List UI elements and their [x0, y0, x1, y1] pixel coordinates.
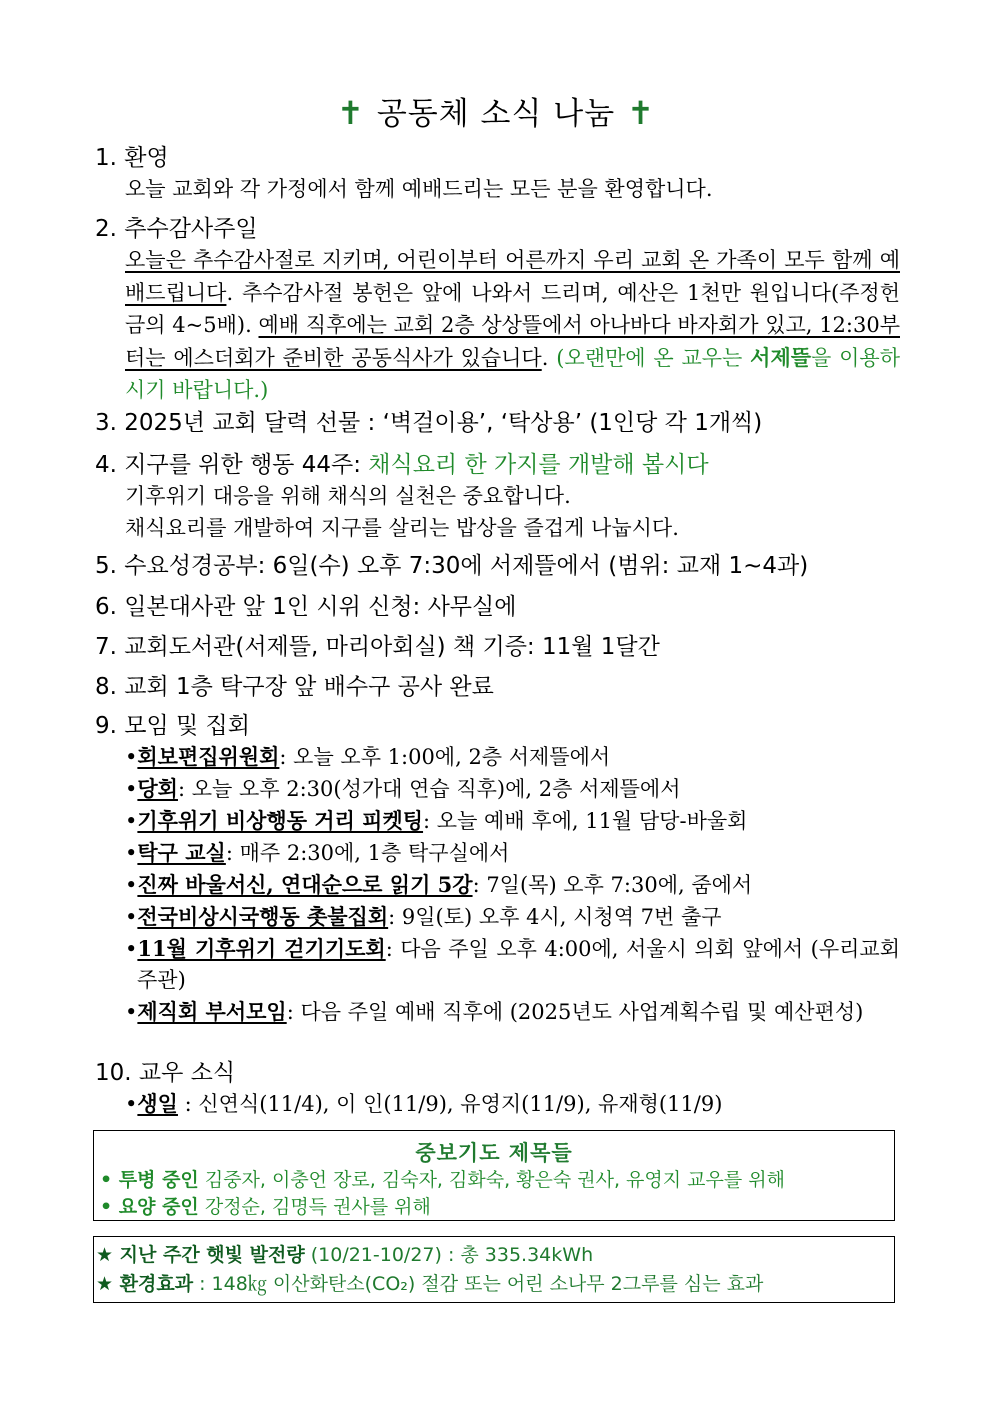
- section-heading: [95, 450, 900, 480]
- cross-icon: ✝: [627, 94, 655, 132]
- section-heading: 3. 2025년 교회 달력 선물 : ‘벽걸이용’, ‘탁상용’ (1인당 각 1개씩): [95, 410, 763, 436]
- section-heading: 1. 환영: [95, 145, 169, 171]
- plain-text: .: [541, 345, 557, 370]
- section-bible-study: [95, 551, 900, 581]
- list-item: •생일 : 신연식(11/4), 이 인(11/9), 유영지(11/9), 유재형(11/9): [125, 1091, 723, 1116]
- section-earth: [95, 450, 900, 544]
- heading-text: 4. 지구를 위한 행동 44주:: [95, 452, 369, 478]
- section-heading: 2. 추수감사주일: [95, 216, 258, 242]
- solar-line: [94, 1270, 894, 1299]
- solar-text: (10/21-10/27) : 총 335.34kWh: [304, 1244, 594, 1266]
- item-text: : 오늘 오후 2:30(성가대 연습 직후)에, 2층 서제뜰에서: [177, 777, 681, 801]
- underlined-text: 오늘은 추수감사절로 지키며, 어린이부터 어른까지 우리 교회 온 가족이 모두 함께 예배드립니다: [125, 248, 900, 305]
- prayer-title: 중보기도 제목들: [415, 1141, 573, 1165]
- item-text: : 오늘 예배 후에, 11월 담당-바울회: [423, 809, 748, 833]
- notice-bold: 서제뜰: [750, 344, 812, 370]
- list-item: •탁구 교실: 매주 2:30에, 1층 탁구실에서: [125, 840, 510, 865]
- list-item: •11월 기후위기 걷기기도회: 다음 주일 오후 4:00에, 서울시 의회 앞에서 (우리교회 주관): [125, 936, 900, 992]
- underlined-text: 예배 직후에는 교회 2층 상상뜰에서 아나바다 바자회가 있고, 12:30부터는 에스더회가 준비한 공동식사가 있습니다: [125, 313, 900, 370]
- section-meetings: [95, 711, 900, 1028]
- list-item: •기후위기 비상행동 거리 피켓팅: 오늘 예배 후에, 11월 담당-바울회: [125, 808, 748, 833]
- item-label: 제직회 부서모임: [137, 999, 287, 1024]
- section-text: [95, 244, 900, 407]
- prayer-label: • 투병 중인: [100, 1169, 199, 1191]
- section-construction: [95, 672, 900, 702]
- section-text: 채식요리를 개발하여 지구를 살리는 밥상을 즐겁게 나눕시다.: [125, 516, 679, 540]
- prayer-text: 강정순, 김명득 권사를 위해: [198, 1196, 431, 1218]
- item-text: : 매주 2:30에, 1층 탁구실에서: [225, 841, 510, 865]
- item-label: 탁구 교실: [137, 840, 226, 865]
- section-heading: 10. 교우 소식: [95, 1060, 236, 1086]
- item-label: 기후위기 비상행동 거리 피켓팅: [137, 808, 424, 833]
- item-label: 진짜 바울서신, 연대순으로 읽기 5강: [137, 872, 473, 897]
- plain-text: . 추수감사절 봉헌은 앞에 나와서 드리며, 예산은 1천만 원입니다(주정헌금의 4~5배).: [125, 280, 900, 337]
- item-text: : 신연식(11/4), 이 인(11/9), 유영지(11/9), 유재형(11/9): [177, 1092, 723, 1116]
- prayer-line: [94, 1194, 894, 1221]
- section-text: 오늘 교회와 각 가정에서 함께 예배드리는 모든 분을 환영합니다.: [125, 177, 713, 201]
- notice-text: 을 이용하시기 바랍니다.): [125, 345, 900, 402]
- page-title: [0, 88, 992, 133]
- item-label: 11월 기후위기 걷기기도회: [137, 936, 386, 961]
- item-label: 당회: [137, 776, 178, 801]
- section-calendar: [95, 408, 900, 438]
- item-text: : 9일(토) 오후 4시, 시청역 7번 출구: [388, 905, 722, 929]
- prayer-line: [94, 1167, 894, 1194]
- section-heading: 9. 모임 및 집회: [95, 713, 250, 739]
- section-library: [95, 632, 900, 662]
- list-item: •회보편집위원회: 오늘 오후 1:00에, 2층 서제뜰에서: [125, 744, 611, 769]
- item-text: : 오늘 오후 1:00에, 2층 서제뜰에서: [279, 745, 611, 769]
- item-label: 회보편집위원회: [137, 744, 280, 769]
- section-protest: [95, 592, 900, 622]
- solar-box: [93, 1236, 895, 1303]
- solar-label: ★ 지난 주간 햇빛 발전량: [96, 1244, 305, 1266]
- list-item: •당회: 오늘 오후 2:30(성가대 연습 직후)에, 2층 서제뜰에서: [125, 776, 681, 801]
- cross-icon: ✝: [337, 94, 365, 132]
- section-heading: 8. 교회 1층 탁구장 앞 배수구 공사 완료: [95, 674, 494, 700]
- section-welcome: [95, 143, 900, 205]
- solar-text: : 148㎏ 이산화탄소(CO₂) 절감 또는 어린 소나무 2그루를 심는 효과: [193, 1273, 764, 1295]
- title-text: 공동체 소식 나눔: [376, 96, 616, 132]
- heading-green: 채식요리 한 가지를 개발해 봅시다: [368, 452, 709, 478]
- section-heading: 7. 교회도서관(서제뜰, 마리아회실) 책 기증: 11월 1달간: [95, 634, 660, 660]
- list-item: •제직회 부서모임: 다음 주일 예배 직후에 (2025년도 사업계획수립 및 예산편성): [125, 999, 864, 1024]
- section-heading: 5. 수요성경공부: 6일(수) 오후 7:30에 서제뜰에서 (범위: 교재 1~4과): [95, 553, 809, 579]
- section-heading: 6. 일본대사관 앞 1인 시위 신청: 사무실에: [95, 594, 517, 620]
- section-member-news: [95, 1058, 900, 1120]
- item-text: : 7일(목) 오후 7:30에, 줌에서: [472, 873, 753, 897]
- item-label: 생일: [137, 1091, 178, 1116]
- item-text: : 다음 주일 오후 4:00에, 서울시 의회 앞에서 (우리교회 주관): [137, 937, 900, 992]
- notice-text: (오랜만에 온 교우는: [556, 345, 751, 370]
- list-item: •진짜 바울서신, 연대순으로 읽기 5강: 7일(목) 오후 7:30에, 줌에서: [125, 872, 753, 897]
- item-label: 전국비상시국행동 촛불집회: [137, 904, 389, 929]
- solar-label: ★ 환경효과: [96, 1273, 194, 1295]
- section-text: 기후위기 대응을 위해 채식의 실천은 중요합니다.: [125, 484, 571, 508]
- prayer-box: [93, 1130, 895, 1221]
- list-item: •전국비상시국행동 촛불집회: 9일(토) 오후 4시, 시청역 7번 출구: [125, 904, 722, 929]
- item-text: : 다음 주일 예배 직후에 (2025년도 사업계획수립 및 예산편성): [286, 1000, 864, 1024]
- section-thanksgiving: [95, 214, 900, 407]
- solar-line: [94, 1241, 894, 1270]
- prayer-text: 김중자, 이충언 장로, 김숙자, 김화숙, 황은숙 권사, 유영지 교우를 위해: [198, 1169, 785, 1191]
- prayer-label: • 요양 중인: [100, 1196, 199, 1218]
